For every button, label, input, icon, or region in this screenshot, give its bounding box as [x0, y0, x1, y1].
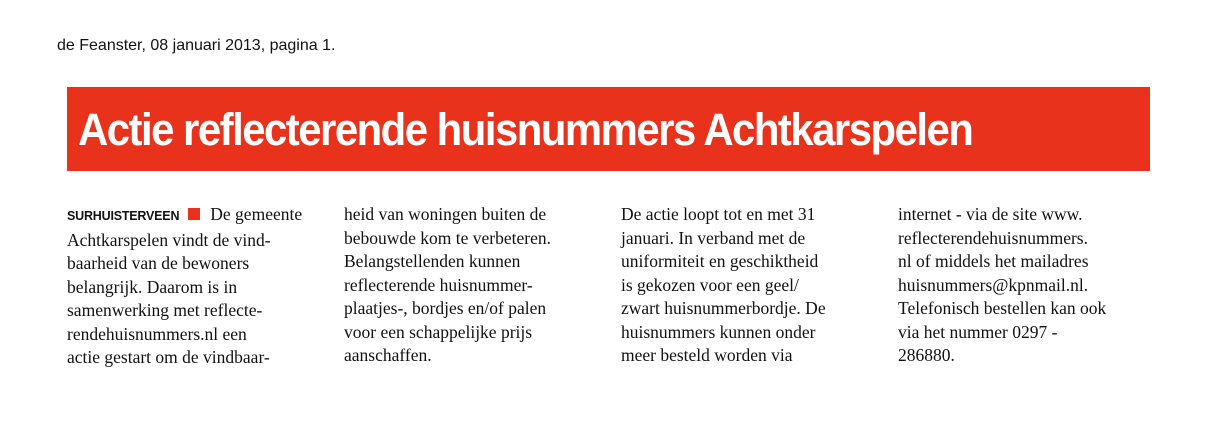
article-line: heid van woningen buiten de: [344, 204, 547, 224]
article-line: reflecterende huisnummer-: [344, 274, 533, 295]
article-line: belangrijk. Daarom is in: [67, 276, 238, 297]
article-line: internet - via de site www.: [898, 204, 1083, 224]
article-column-2: [344, 203, 599, 368]
dateline: SURHUISTERVEEN: [67, 209, 180, 223]
article-line: Belangstellenden kunnen: [344, 251, 521, 271]
article-line: voor een schappelijke prijs: [344, 321, 533, 342]
dateline-square-icon: [188, 208, 200, 220]
article-column-1: [67, 203, 322, 370]
article-column-4: [898, 203, 1153, 368]
article-line: januari. In verband met de: [621, 227, 806, 248]
article-line: baarheid van de bewoners: [67, 253, 250, 273]
article-line: samenwerking met reflecte-: [67, 300, 263, 320]
article-line: nl of middels het mailadres: [898, 251, 1089, 271]
headline: Actie reflecterende huisnummers Achtkarspelen: [78, 103, 973, 155]
article-line: huisnummers kunnen onder: [621, 321, 816, 342]
article-line: actie gestart om de vindbaar-: [67, 347, 270, 367]
article-line: [67, 203, 322, 229]
article-line: uniformiteit en geschiktheid: [621, 251, 819, 271]
article-line: huisnummers@kpnmail.nl.: [898, 274, 1089, 295]
article-line: is gekozen voor een geel/: [621, 274, 799, 295]
source-line: de Feanster, 08 januari 2013, pagina 1.: [57, 37, 336, 54]
article-line: De actie loopt tot en met 31: [621, 204, 816, 224]
headline-bar: [67, 87, 1150, 171]
article-line: via het nummer 0297 -: [898, 321, 1058, 342]
article-line: plaatjes-, bordjes en/of palen: [344, 298, 547, 318]
article-line: Telefonisch bestellen kan ook: [898, 298, 1107, 318]
article-line: zwart huisnummerbordje. De: [621, 298, 826, 318]
article-line: bebouwde kom te verbeteren.: [344, 227, 552, 248]
article-line: reflecterendehuisnummers.: [898, 227, 1088, 248]
article-line: meer besteld worden via: [621, 345, 793, 365]
article-line: 286880.: [898, 345, 955, 365]
article-line: aanschaffen.: [344, 345, 432, 365]
article-column-3: [621, 203, 876, 368]
article-line: Achtkarspelen vindt de vind-: [67, 229, 271, 250]
article-line: rendehuisnummers.nl een: [67, 323, 247, 344]
article-line-text: De gemeente: [210, 204, 303, 224]
